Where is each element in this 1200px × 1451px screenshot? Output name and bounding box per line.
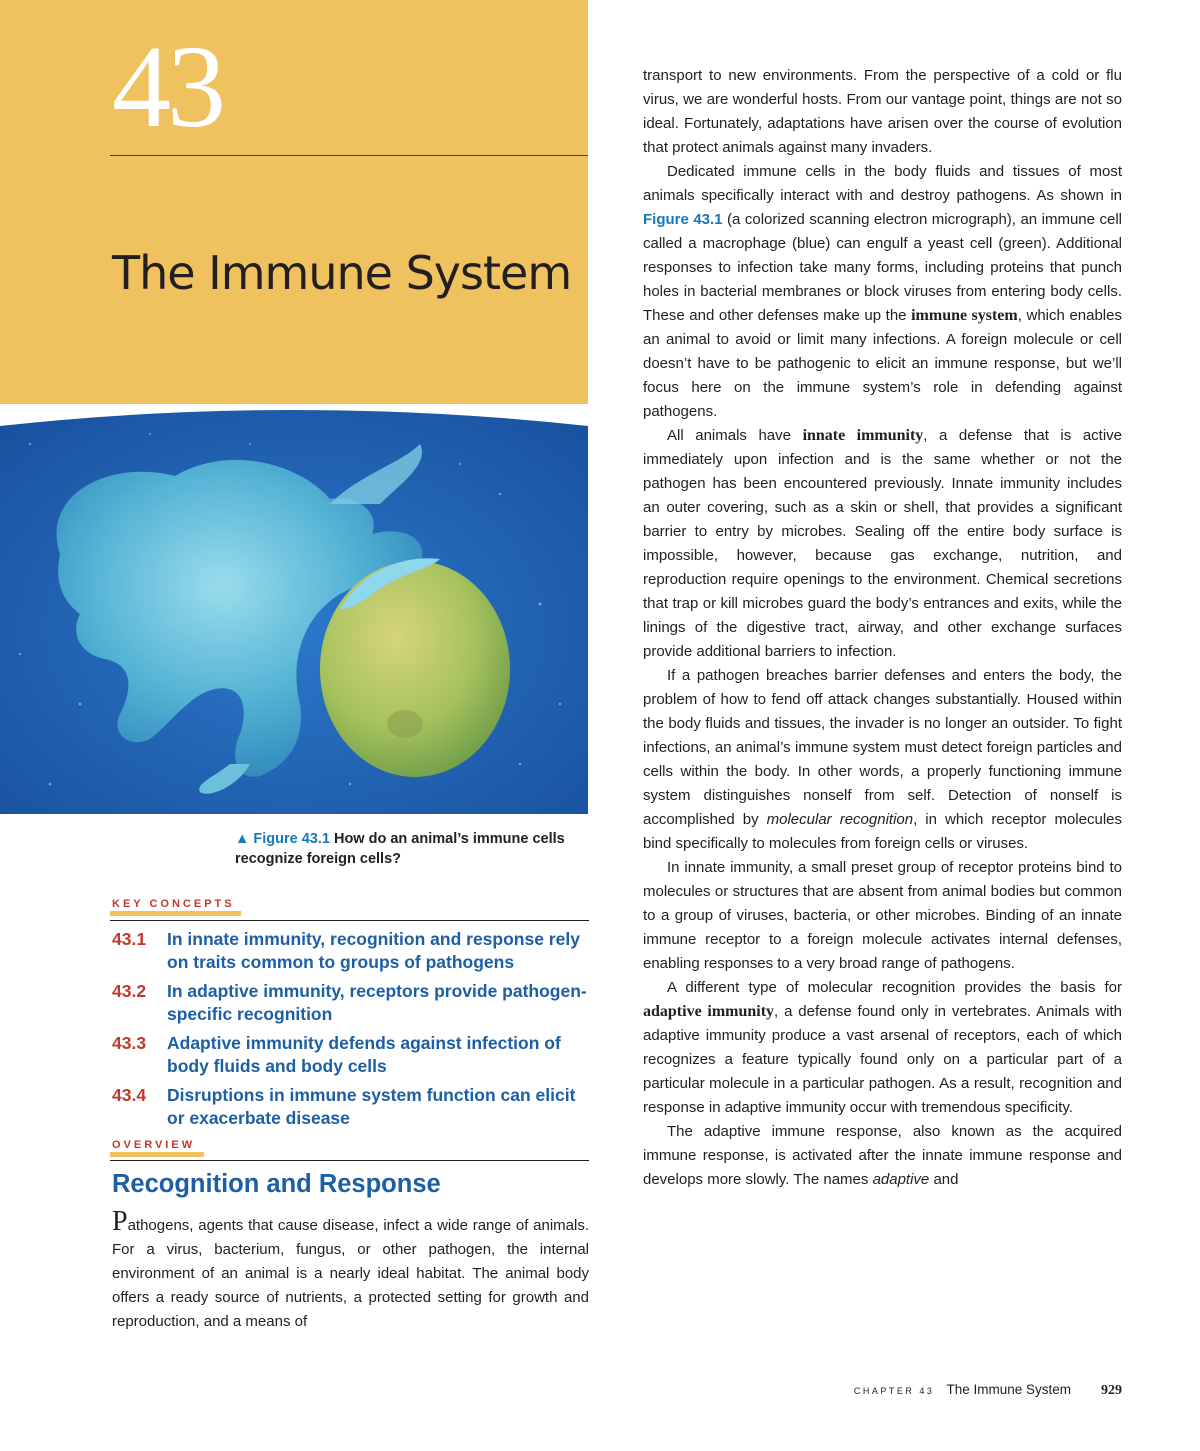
italic-term: adaptive bbox=[872, 1171, 930, 1188]
figure-label: ▲ Figure 43.1 bbox=[235, 831, 330, 847]
key-concept-number: 43.4 bbox=[112, 1085, 147, 1105]
body-paragraph: transport to new environments. From the perspective of a cold or flu virus, we are wonderful hosts. From our vantage point, things are not so ideal. Fortunately, adaptations have arisen over the course of evolution that protect animals against many invaders. bbox=[643, 67, 1122, 156]
page-number: 929 bbox=[1101, 1383, 1122, 1398]
key-term: adaptive immunity bbox=[643, 1003, 775, 1020]
figure-question: How do an animal’s immune cells recognize foreign cells? bbox=[235, 831, 565, 867]
right-column-body bbox=[643, 64, 1122, 1192]
key-concept-text: In adaptive immunity, receptors provide pathogen-specific recognition bbox=[167, 981, 587, 1024]
body-paragraph: In innate immunity, a small preset group of receptor proteins bind to molecules or structures that are absent from animal bodies but common to a group of viruses, bacteria, or other microbes. Binding of an innate immune receptor to a foreign molecule activates internal defenses, enabling responses to a very broad range of pathogens. bbox=[643, 859, 1122, 972]
key-concept-number: 43.1 bbox=[112, 929, 147, 949]
key-concepts-label-bar bbox=[110, 911, 241, 916]
body-paragraph: A different type of molecular recognition provides the basis for adaptive immunity, a defense found only in vertebrates. Animals with adaptive immunity produce a vast arsenal of receptors, each of which recognizes a feature typically found only on a particular part of a particular molecule in a particular pathogen. As a result, recognition and response in adaptive immunity occur with tremendous specificity. bbox=[643, 979, 1123, 1116]
overview-label: OVERVIEW bbox=[112, 1139, 196, 1151]
footer-title: The Immune System bbox=[946, 1382, 1071, 1397]
page-footer bbox=[830, 1382, 1122, 1399]
key-concept-item bbox=[112, 928, 590, 974]
overview-body bbox=[112, 1206, 589, 1334]
key-concept-number: 43.2 bbox=[112, 981, 147, 1001]
key-concept-text: Disruptions in immune system function can elicit or exacerbate disease bbox=[167, 1085, 576, 1128]
key-concept-number: 43.3 bbox=[112, 1033, 147, 1053]
figure-caption bbox=[235, 829, 590, 869]
chapter-title: The Immune System bbox=[112, 246, 572, 300]
body-paragraph: All animals have innate immunity, a defense that is active immediately upon infection and is the same whether or not the pathogen has been encountered previously. Innate immunity includes an outer covering, such as a skin or shell, that provides a significant barrier to entry by microbes. Sealing off the entire body surface is impossible, however, because gas exchange, nutrition, and reproduction require openings to the environment. Chemical secretions that trap or kill microbes guard the body’s entrances and exits, while the linings of the digestive tract, airway, and other exchange surfaces provide additional barriers to infection. bbox=[643, 427, 1123, 660]
footer-chapter: CHAPTER 43 bbox=[853, 1386, 935, 1396]
body-paragraph: The adaptive immune response, also known as the acquired immune response, is activated after the innate immune response and develops more slowly. The names adaptive and bbox=[643, 1123, 1122, 1188]
key-concepts-rule bbox=[110, 920, 589, 921]
body-paragraph: Dedicated immune cells in the body fluids and tissues of most animals specifically interact with and destroy pathogens. As shown in Figure 43.1 (a colorized scanning electron micrograph), an immune cell called a macrophage (blue) can engulf a yeast cell (green). Additional responses to infection take many forms, including proteins that punch holes in bacterial membranes or block viruses from entering body cells. These and other defenses make up the immune system, which enables an animal to avoid or limit many infections. A foreign molecule or cell doesn’t have to be pathogenic to elicit an immune response, but we’ll focus here on the immune system’s role in defending against pathogens. bbox=[643, 163, 1122, 420]
key-concepts-list bbox=[112, 928, 590, 1136]
chapter-divider bbox=[110, 155, 588, 156]
key-concept-text: Adaptive immunity defends against infection of body fluids and body cells bbox=[167, 1033, 561, 1076]
drop-cap: P bbox=[112, 1206, 128, 1237]
overview-paragraph: Pathogens, agents that cause disease, infect a wide range of animals. For a virus, bacterium, fungus, or other pathogen, the internal environment of an animal is a nearly ideal habitat. The animal body offers a ready source of nutrients, a protected setting for growth and reproduction, and a means of bbox=[112, 1206, 589, 1330]
key-concepts-label: KEY CONCEPTS bbox=[112, 898, 235, 910]
overview-rule bbox=[110, 1160, 589, 1161]
key-concept-text: In innate immunity, recognition and response rely on traits common to groups of pathogens bbox=[167, 929, 580, 972]
macrophage-micrograph-image bbox=[0, 404, 588, 814]
chapter-header bbox=[0, 0, 588, 410]
key-term: innate immunity bbox=[802, 427, 924, 444]
key-concept-item bbox=[112, 1032, 590, 1078]
body-paragraph: If a pathogen breaches barrier defenses and enters the body, the problem of how to fend off attack changes substantially. Housed within the body fluids and tissues, the invader is no longer an outsider. To fight infections, an animal’s immune system must detect foreign particles and cells within the body. In other words, a properly functioning immune system distinguishes nonself from self. Detection of nonself is accomplished by molecular recognition, in which receptor molecules bind specifically to molecules from foreign cells or viruses. bbox=[643, 667, 1122, 852]
italic-term: molecular recognition bbox=[766, 811, 914, 828]
overview-label-bar bbox=[110, 1152, 204, 1157]
key-concept-item bbox=[112, 980, 590, 1026]
key-term: immune system bbox=[911, 307, 1018, 324]
chapter-number: 43 bbox=[112, 21, 222, 152]
overview-heading: Recognition and Response bbox=[112, 1170, 441, 1198]
key-concept-item bbox=[112, 1084, 590, 1130]
figure-reference-link[interactable]: Figure 43.1 bbox=[643, 211, 723, 228]
